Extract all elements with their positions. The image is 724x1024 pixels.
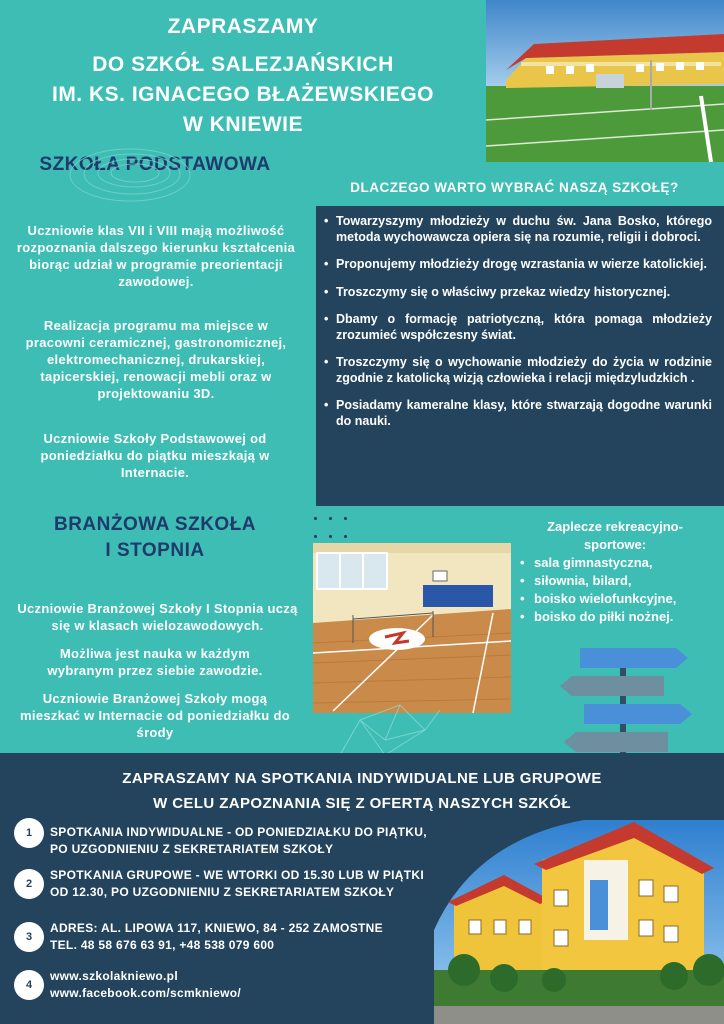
footer-heading-line: ZAPRASZAMY NA SPOTKANIA INDYWIDUALNE LUB GRUPOWE <box>122 770 602 787</box>
step-line: SPOTKANIA INDYWIDUALNE - OD PONIEDZIAŁKU DO PIĄTKU, <box>50 825 427 839</box>
sport-heading: Zaplecze rekreacyjno-sportowe: <box>547 519 683 552</box>
step-number-badge: 3 <box>14 922 44 952</box>
primary-paragraph: Uczniowie Szkoły Podstawowej od poniedziałku do piątku mieszkają w Internacie. <box>40 431 270 480</box>
why-item: • Posiadamy kameralne klasy, które stwarzają dogodne warunki do nauki. <box>336 398 712 429</box>
decorative-dots <box>308 510 368 546</box>
step-number-badge: 2 <box>14 869 44 899</box>
sport-item: • boisko wielofunkcyjne, <box>534 590 720 608</box>
step-text <box>50 867 424 901</box>
step-line: OD 12.30, PO UZGODNIENIU Z SEKRETARIATEM SZKOŁY <box>50 885 395 899</box>
step-text <box>50 824 427 858</box>
sport-item: • sala gimnastyczna, <box>534 554 720 572</box>
sport-facilities <box>510 518 720 626</box>
vocational-paragraph: Możliwa jest nauka w każdym wybranym przez siebie zawodzie. <box>47 646 263 678</box>
footer-heading <box>0 766 724 816</box>
vocational-paragraph: Uczniowie Branżowej Szkoły mogą mieszkać w Internacie od poniedziałku do środy <box>20 691 290 740</box>
website-link[interactable]: www.szkolakniewo.pl <box>50 969 178 983</box>
gym-hall-photo <box>313 543 511 713</box>
title-line: ZAPRASZAMY <box>167 15 319 38</box>
vocational-heading-line: I STOPNIA <box>105 540 205 561</box>
school-field-photo <box>486 0 724 162</box>
why-item: • Proponujemy młodzieży drogę wzrastania w wierze katolickiej. <box>336 257 712 273</box>
decorative-contour-lines <box>60 140 200 210</box>
step-number-badge: 4 <box>14 970 44 1000</box>
step-text <box>50 968 241 1002</box>
why-heading: DLACZEGO WARTO WYBRAĆ NASZĄ SZKOŁĘ? <box>350 180 679 195</box>
title-line: W KNIEWIE <box>183 113 303 136</box>
step-text <box>50 920 383 954</box>
step-line: TEL. 48 58 676 63 91, +48 538 079 600 <box>50 938 275 952</box>
why-panel <box>316 206 724 506</box>
school-building-photo <box>434 820 724 1024</box>
title-line: DO SZKÓŁ SALEZJAŃSKICH <box>92 53 394 76</box>
facebook-link[interactable]: www.facebook.com/scmkniewo/ <box>50 986 242 1000</box>
why-item: • Dbamy o formację patriotyczną, która pomaga młodzieży zrozumieć współczesny świat. <box>336 312 712 343</box>
title-line: IM. KS. IGNACEGO BŁAŻEWSKIEGO <box>51 83 434 106</box>
sport-item: • boisko do piłki nożnej. <box>534 608 720 626</box>
step-line: PO UZGODNIENIU Z SEKRETARIATEM SZKOŁY <box>50 842 334 856</box>
step-line: SPOTKANIA GRUPOWE - WE WTORKI OD 15.30 LUB W PIĄTKI <box>50 868 424 882</box>
footer-heading-line: W CELU ZAPOZNANIA SIĘ Z OFERTĄ NASZYCH SZKÓŁ <box>153 795 571 812</box>
sport-item: • siłownia, bilard, <box>534 572 720 590</box>
primary-school-heading: SZKOŁA PODSTAWOWA <box>39 154 271 175</box>
why-item: • Towarzyszymy młodzieży w duchu św. Jana Bosko, którego metoda wychowawcza opiera się na rozumie, religii i dobroci. <box>336 214 712 245</box>
vocational-school-heading <box>10 512 300 564</box>
primary-paragraph: Realizacja programu ma miejsce w pracowni ceramicznej, gastronomicznej, elektromechanicznej, drukarskiej, tapicerskiej, renowacji mebli oraz w projektowaniu 3D. <box>25 318 287 401</box>
why-item: • Troszczymy się o wychowanie młodzieży do życia w rodzinie zgodnie z katolicką wizją człowieka i relacji międzyludzkich . <box>336 355 712 386</box>
step-number-badge: 1 <box>14 818 44 848</box>
vocational-heading-line: BRANŻOWA SZKOŁA <box>53 514 257 535</box>
primary-paragraph: Uczniowie klas VII i VIII mają możliwość rozpoznania dalszego kierunku kształcenia biorąc udział w programie preorientacji zawodowej. <box>16 223 296 289</box>
decorative-lowpoly <box>340 700 440 755</box>
step-line: ADRES: AL. LIPOWA 117, KNIEWO, 84 - 252 ZAMOSTNE <box>50 921 383 935</box>
page-title <box>0 12 486 140</box>
vocational-paragraph: Uczniowie Branżowej Szkoły I Stopnia uczą się w klasach wielozawodowych. <box>17 601 298 633</box>
why-item: • Troszczymy się o właściwy przekaz wiedzy historycznej. <box>336 285 712 301</box>
